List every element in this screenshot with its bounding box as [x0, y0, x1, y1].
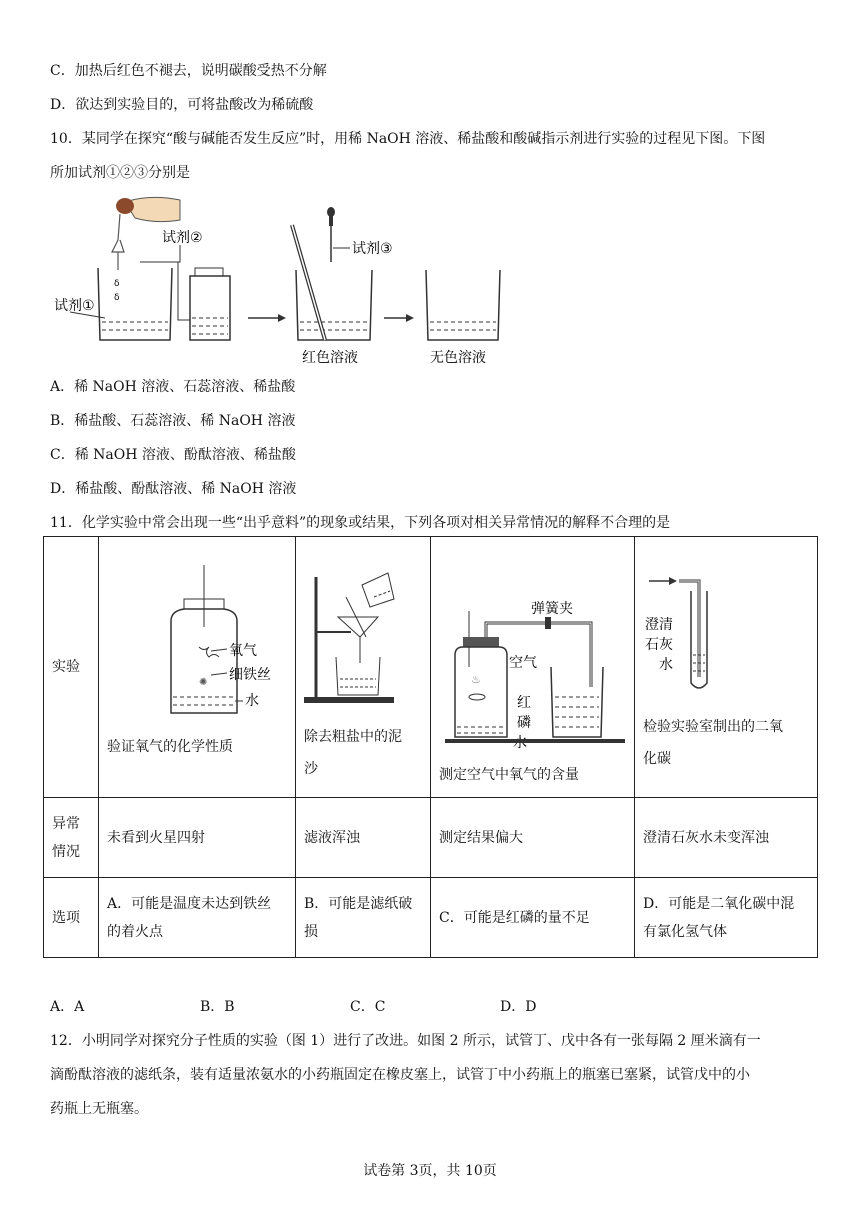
label-clear: 澄清	[645, 617, 673, 633]
table-row-experiment	[44, 537, 818, 798]
beaker-2	[292, 207, 372, 340]
option-d-l1: D．可能是二氧化碳中混	[643, 895, 795, 912]
oxygen-content-diagram	[431, 537, 635, 797]
q10-diagram	[40, 190, 560, 370]
exp-cell-oxygen-content	[431, 537, 635, 798]
q12-line2: 滴酚酞溶液的滤纸条，装有适量浓氨水的小药瓶固定在橡皮塞上，试管丁中小药瓶上的瓶塞已塞紧，试管戊中的小	[50, 1067, 750, 1083]
label-colorless-solution: 无色溶液	[430, 350, 486, 366]
abnormal-d: 澄清石灰水未变浑浊	[635, 798, 818, 878]
label-oxygen: 氧气	[229, 643, 257, 659]
label-spring-clamp: 弹簧夹	[531, 601, 573, 617]
option-a-l1: A．可能是温度未达到铁丝	[107, 895, 272, 912]
abnormal-c: 测定结果偏大	[431, 798, 635, 878]
q10-diagram-svg	[40, 190, 560, 370]
exp-caption-oxygen: 验证氧气的化学性质	[107, 739, 233, 755]
reagent-bottle	[178, 262, 230, 340]
q10-option-c: C．稀 NaOH 溶液、酚酞溶液、稀盐酸	[50, 447, 296, 463]
table-row-option	[44, 878, 818, 958]
exp-cell-oxygen-iron	[99, 537, 296, 798]
label-reagent1: 试剂①	[54, 298, 95, 314]
q10-stem-line1: 10．某同学在探究“酸与碱能否发生反应”时，用稀 NaOH 溶液、稀盐酸和酸碱指示剂进行实验的过程见下图。下图	[50, 131, 766, 147]
q10-option-d: D．稀盐酸、酚酞溶液、稀 NaOH 溶液	[50, 481, 297, 497]
exp-caption-co2-l1: 检验实验室制出的二氧	[643, 719, 783, 735]
answer-a: A．A	[50, 999, 85, 1015]
q12-line3: 药瓶上无瓶塞。	[50, 1101, 148, 1117]
row-header-abnormal	[44, 798, 99, 878]
option-b-cell	[296, 878, 431, 958]
label-reagent2: 试剂②	[162, 230, 203, 246]
table-row-abnormal	[44, 798, 818, 878]
q10-stem-line2: 所加试剂①②③分别是	[50, 165, 190, 181]
q11-table	[43, 536, 818, 958]
svg-text:♨: ♨	[471, 673, 481, 686]
option-d-cell	[635, 878, 818, 958]
option-d-l2: 有氯化氢气体	[643, 923, 727, 940]
label-reagent3: 试剂③	[352, 241, 393, 257]
label-phosphorus: 磷	[517, 715, 531, 731]
option-a-l2: 的着火点	[107, 923, 163, 940]
label-red-solution: 红色溶液	[302, 350, 358, 366]
option-a-cell	[99, 878, 296, 958]
row-header-abnormal-l2: 情况	[52, 843, 80, 860]
label-red: 红	[517, 695, 531, 711]
exp-caption-filtration-l1: 除去粗盐中的泥	[304, 729, 402, 745]
row-header-option: 选项	[44, 878, 99, 958]
arrow-right-icon	[384, 314, 414, 322]
q9-option-d: D．欲达到实验目的，可将盐酸改为稀硫酸	[50, 97, 314, 113]
q12-line1: 12．小明同学对探究分子性质的实验（图 1）进行了改进。如图 2 所示，试管丁、戊中各有一张每隔 2 厘米滴有一	[50, 1033, 761, 1049]
page-footer: 试卷第 3页，共 10页	[363, 1163, 497, 1179]
q10-option-a: A．稀 NaOH 溶液、石蕊溶液、稀盐酸	[50, 379, 296, 395]
exp-caption-oxygen-content: 测定空气中氧气的含量	[439, 767, 579, 783]
label-air: 空气	[509, 655, 537, 671]
label-water: 水	[245, 693, 259, 709]
row-header-abnormal-l1: 异常	[52, 815, 80, 832]
svg-text:✺: ✺	[199, 677, 208, 688]
label-water: 水	[659, 657, 673, 673]
option-b-l2: 损	[304, 923, 318, 940]
q9-option-c: C．加热后红色不褪去，说明碳酸受热不分解	[50, 63, 327, 79]
svg-text:δ: δ	[114, 279, 120, 289]
beaker-3	[426, 270, 500, 340]
svg-text:δ: δ	[114, 293, 120, 303]
answer-c: C．C	[350, 999, 386, 1015]
abnormal-a: 未看到火星四射	[99, 798, 296, 878]
label-lime: 石灰	[645, 637, 673, 653]
arrow-right-icon	[248, 314, 286, 322]
q11-answers	[50, 996, 650, 1016]
exp-cell-filtration	[296, 537, 431, 798]
option-b-l1: B．可能是滤纸破	[304, 895, 413, 912]
abnormal-b: 滤液浑浊	[296, 798, 431, 878]
q11-stem: 11．化学实验中常会出现一些“出乎意料”的现象或结果，下列各项对相关异常情况的解释不合理的是	[50, 515, 671, 531]
exp-caption-co2-l2: 化碳	[643, 751, 671, 767]
q10-option-b: B．稀盐酸、石蕊溶液、稀 NaOH 溶液	[50, 413, 296, 429]
answer-b: B．B	[200, 999, 235, 1015]
row-header-experiment: 实验	[44, 537, 99, 798]
label-iron-wire: 细铁丝	[229, 667, 271, 683]
exp-caption-filtration-l2: 沙	[304, 761, 318, 777]
option-c-cell: C．可能是红磷的量不足	[431, 878, 635, 958]
hand-icon	[112, 197, 180, 303]
exp-cell-co2-test	[635, 537, 818, 798]
answer-d: D．D	[500, 999, 537, 1015]
